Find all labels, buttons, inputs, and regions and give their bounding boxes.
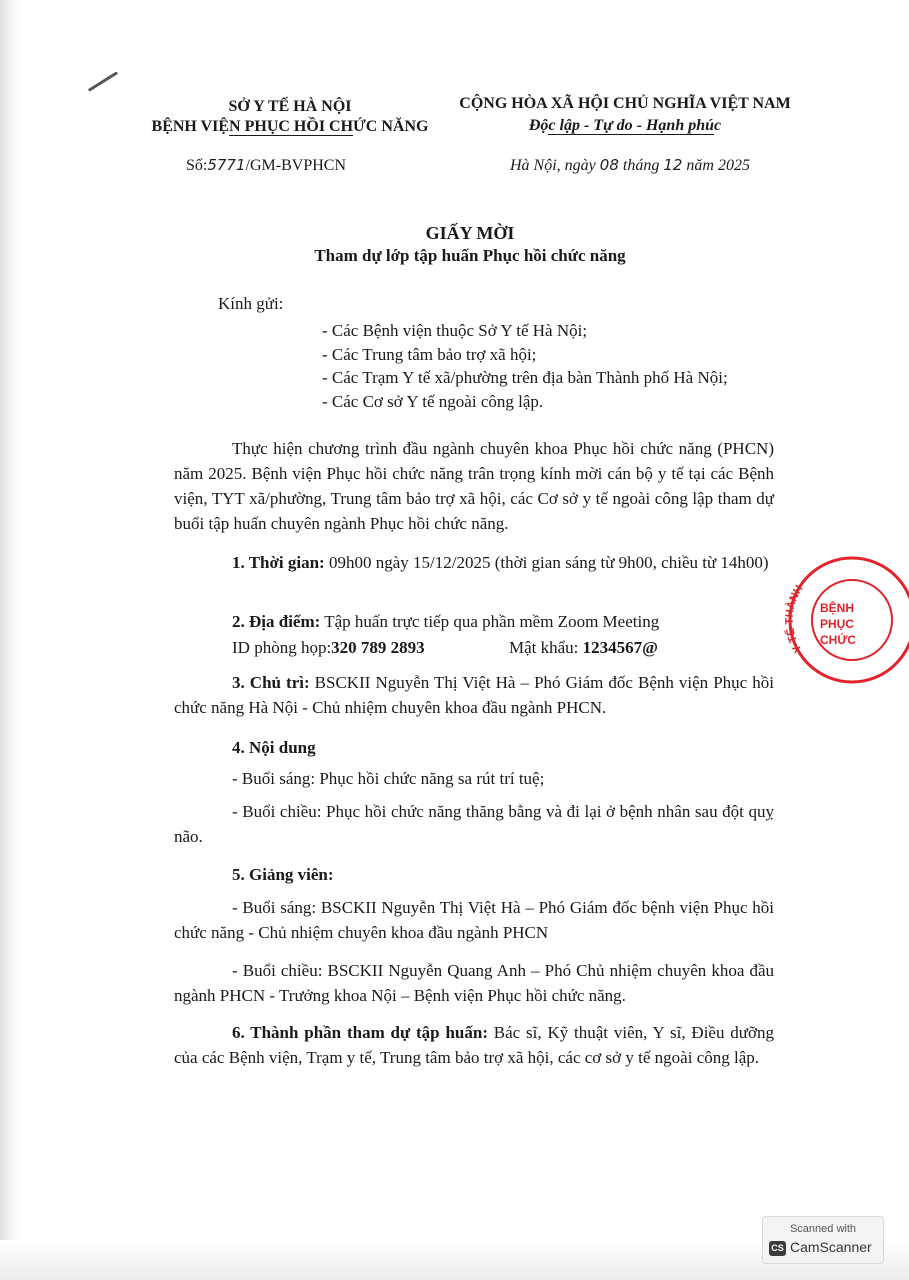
section-participants: 6. Thành phần tham dự tập huấn: Bác sĩ, Kỹ thuật viên, Y sĩ, Điều dưỡng của các Bệnh viện, Trạm y tế, Trung tâm bảo trợ xã hội, các cơ sở y tế ngoài công lập.: [174, 1023, 774, 1067]
meeting-room-id: ID phòng họp:320 789 2893: [232, 638, 425, 657]
recipient-item: - Các Trạm Y tế xã/phường trên địa bàn Thành phố Hà Nội;: [322, 368, 728, 387]
recipient-item: - Các Bệnh viện thuộc Sở Y tế Hà Nội;: [322, 321, 588, 340]
seal-line-1: BỆNH: [820, 601, 855, 615]
content-afternoon: - Buổi chiều: Phục hồi chức năng thăng bằng và đi lại ở bệnh nhân sau đột quỵ não.: [174, 802, 774, 846]
content-morning: - Buổi sáng: Phục hồi chức năng sa rút trí tuệ;: [232, 769, 545, 788]
issue-date: Hà Nội, ngày 08 tháng 12 năm 2025: [510, 156, 750, 174]
camscanner-badge: [762, 1216, 884, 1264]
country-name: CỘNG HÒA XÃ HỘI CHỦ NGHĨA VIỆT NAM: [459, 95, 791, 112]
camscanner-brand: CamScanner: [790, 1239, 872, 1255]
department-name: SỞ Y TẾ HÀ NỘI: [228, 98, 352, 115]
section-time: 1. Thời gian: 09h00 ngày 15/12/2025 (thời gian sáng từ 9h00, chiều từ 14h00): [232, 553, 769, 572]
recipient-item: - Các Trung tâm bảo trợ xã hội;: [322, 345, 537, 364]
page-left-shadow: [0, 0, 20, 1280]
intro-paragraph: Thực hiện chương trình đầu ngành chuyên khoa Phục hồi chức năng (PHCN) năm 2025. Bệnh viện Phục hồi chức năng trân trọng kính mời cán bộ y tế tại các Bệnh viện, TYT xã/phường, Trung tâm bảo trợ xã hội, các Cơ sở y tế ngoài công lập tham dự buổi tập huấn chuyên ngành Phục hồi chức năng.: [174, 439, 774, 533]
camscanner-logo-icon: CS: [769, 1241, 786, 1256]
scanned-with-label: Scanned with: [789, 1223, 857, 1235]
national-motto: Độc lập - Tự do - Hạnh phúc: [528, 117, 722, 134]
section-lecturer-label: 5. Giảng viên:: [232, 865, 334, 884]
meeting-password: Mật khẩu: 1234567@: [509, 638, 658, 657]
section-chair: 3. Chủ trì: BSCKII Nguyễn Thị Việt Hà – Phó Giám đốc Bệnh viện Phục hồi chức năng Hà Nội - Chủ nhiệm chuyên khoa đầu ngành PHCN.: [174, 673, 774, 717]
document-subtitle: Tham dự lớp tập huấn Phục hồi chức năng: [314, 246, 626, 265]
handwritten-month: 12: [663, 156, 683, 174]
recipient-item: - Các Cơ sở Y tế ngoài công lập.: [322, 392, 544, 411]
handwritten-day: 08: [599, 156, 619, 174]
document-title: GIẤY MỜI: [425, 223, 515, 243]
seal-line-2: PHỤC: [820, 617, 855, 631]
document-number: Số:5771/GM-BVPHCN: [186, 156, 346, 174]
section-location: 2. Địa điểm: Tập huấn trực tiếp qua phần mềm Zoom Meeting: [232, 612, 660, 631]
svg-text:Y TẾ THÀNH: [783, 583, 805, 654]
seal-line-3: CHỨC: [820, 633, 856, 647]
seal-graphic: [782, 550, 909, 690]
lecturer-afternoon: - Buổi chiều: BSCKII Nguyễn Quang Anh – Phó Chủ nhiệm chuyên khoa đầu ngành PHCN - Trưởng khoa Nội – Bệnh viện Phục hồi chức năng.: [174, 961, 774, 1005]
pen-mark: [88, 71, 118, 92]
recipients-label: Kính gửi:: [218, 294, 284, 313]
lecturer-morning: - Buổi sáng: BSCKII Nguyễn Thị Việt Hà – Phó Giám đốc bệnh viện Phục hồi chức năng - Chủ nhiệm chuyên khoa đầu ngành PHCN: [174, 898, 774, 942]
handwritten-number: 5771: [207, 156, 246, 174]
official-seal: [782, 550, 909, 690]
seal-ring-text: Y TẾ THÀNH: [783, 583, 806, 655]
hospital-name: BỆNH VIỆN PHỤC HỒI CHỨC NĂNG: [151, 118, 429, 135]
section-content-label: 4. Nội dung: [232, 738, 316, 757]
